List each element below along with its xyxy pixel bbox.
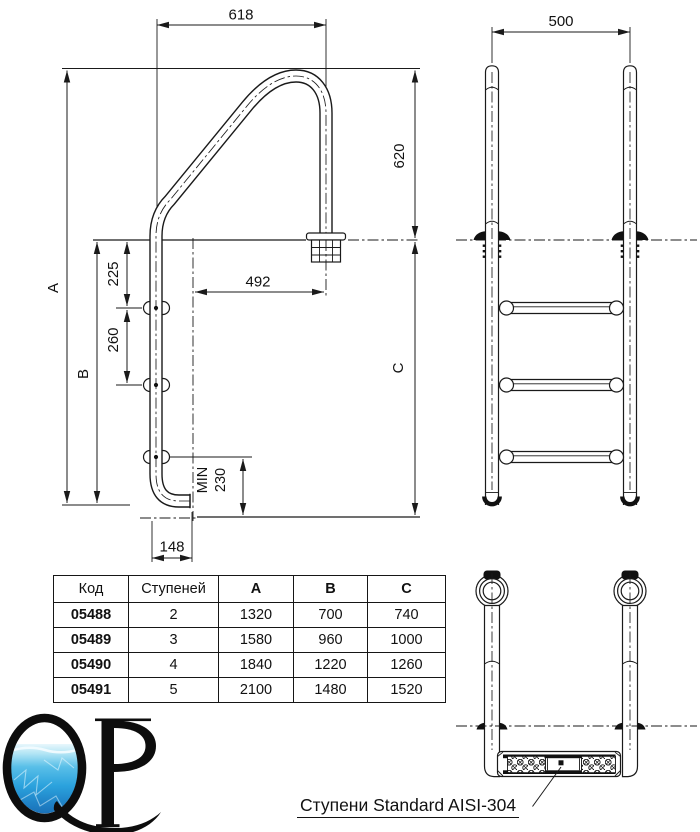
cell-code: 05490 — [54, 653, 129, 678]
cell-B: 960 — [294, 628, 368, 653]
dim-225: 225 — [105, 261, 122, 287]
cell-A: 1580 — [219, 628, 294, 653]
side-view — [45, 7, 420, 563]
dim-260: 260 — [105, 327, 122, 353]
col-header-steps: Ступеней — [129, 576, 219, 603]
cell-B: 1480 — [294, 678, 368, 703]
cell-C: 740 — [368, 603, 446, 628]
col-header-B: B — [294, 576, 368, 603]
dim-620: 620 — [391, 143, 408, 169]
dim-230: 230 — [213, 467, 229, 493]
bottom-view — [456, 571, 697, 807]
cell-A: 1840 — [219, 653, 294, 678]
table-header-row — [54, 576, 446, 603]
cell-C: 1260 — [368, 653, 446, 678]
cell-steps: 2 — [129, 603, 219, 628]
step-type-caption: Ступени Standard AISI-304 — [297, 795, 519, 818]
col-header-C: C — [368, 576, 446, 603]
dim-C: C — [390, 362, 407, 374]
step-tread — [498, 752, 621, 777]
cell-A: 1320 — [219, 603, 294, 628]
brand-logo — [7, 718, 161, 832]
table-row — [54, 603, 446, 628]
dim-min-label: MIN — [195, 466, 211, 494]
cell-code: 05489 — [54, 628, 129, 653]
col-header-code: Код — [54, 576, 129, 603]
dim-500: 500 — [548, 13, 574, 30]
logo-letter-P — [95, 719, 156, 828]
cell-steps: 5 — [129, 678, 219, 703]
cell-code: 05491 — [54, 678, 129, 703]
side-dimensions — [45, 7, 415, 559]
cell-steps: 3 — [129, 628, 219, 653]
flange-rings — [476, 571, 646, 608]
table-row — [54, 628, 446, 653]
dim-148: 148 — [159, 538, 185, 556]
cell-A: 2100 — [219, 678, 294, 703]
table-row — [54, 678, 446, 703]
ladder-feet — [484, 493, 637, 505]
spec-table — [53, 575, 446, 703]
anchor-socket-side — [307, 233, 346, 298]
cell-B: 700 — [294, 603, 368, 628]
cell-C: 1520 — [368, 678, 446, 703]
col-header-A: A — [219, 576, 294, 603]
cell-C: 1000 — [368, 628, 446, 653]
cell-B: 1220 — [294, 653, 368, 678]
table-row — [54, 653, 446, 678]
dim-492: 492 — [245, 273, 271, 291]
rungs — [500, 301, 624, 464]
cell-steps: 4 — [129, 653, 219, 678]
dim-A: A — [45, 282, 62, 294]
dim-B: B — [75, 368, 92, 380]
dim-618: 618 — [228, 6, 254, 24]
cell-code: 05488 — [54, 603, 129, 628]
deck-flanges — [474, 231, 649, 258]
front-view — [456, 13, 697, 505]
